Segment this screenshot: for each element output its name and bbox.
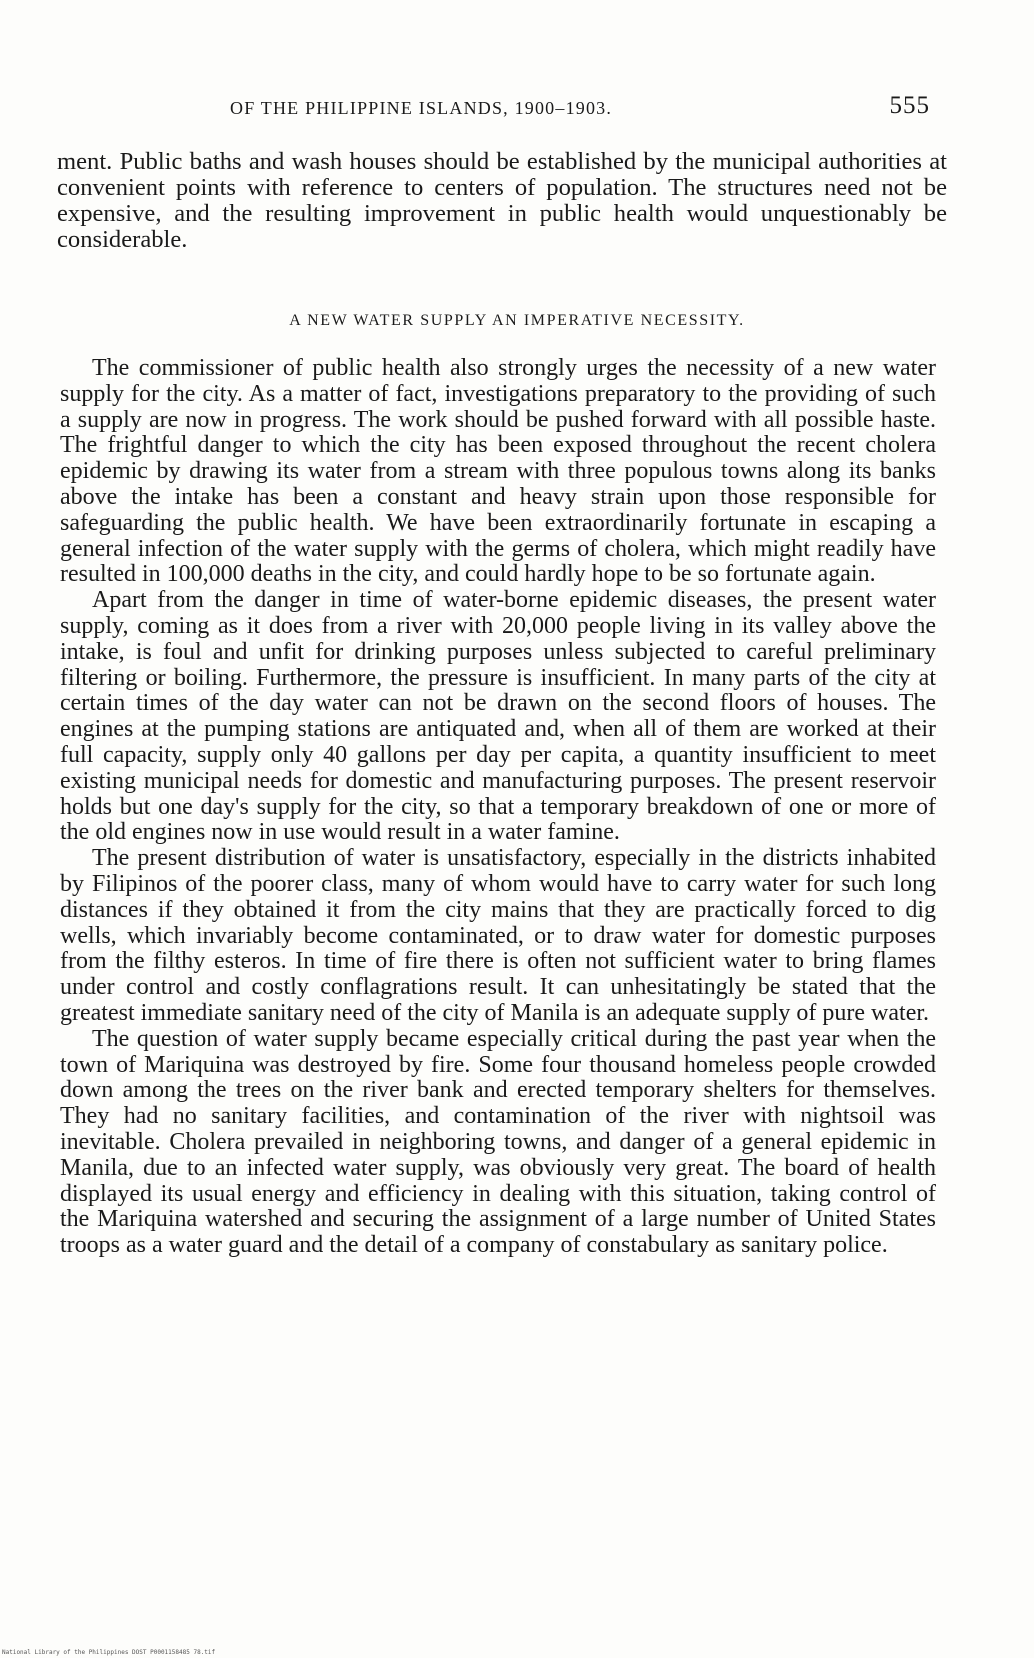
body-paragraph: The present distribution of water is unsatisfactory, especially in the districts inhabited by Filipinos of the poorer class, many of whom would have to carry water for such long distances if they obtained it from the city mains that they are practically forced to dig wells, which invariably become contaminated, or to draw water for domestic purposes from the filthy esteros. In time of fire there is often not sufficient water to bring flames under control and costly conflagrations result. It can unhesitatingly be stated that the greatest immediate sanitary need of the city of Manila is an adequate supply of pure water.	[60, 845, 936, 1026]
running-title: OF THE PHILIPPINE ISLANDS, 1900–1903.	[230, 98, 613, 118]
section-heading: A NEW WATER SUPPLY AN IMPERATIVE NECESSITY.	[289, 312, 745, 329]
body-paragraph: The commissioner of public health also strongly urges the necessity of a new water supply for the city. As a matter of fact, investigations preparatory to the providing of such a supply are now in progress. The work should be pushed forward with all possible haste. The frightful danger to which the city has been exposed throughout the recent cholera epidemic by drawing its water from a stream with three populous towns along its banks above the intake has been a constant and heavy strain upon those responsible for safeguarding the public health. We have been extraordinarily fortunate in escaping a general infection of the water supply with the germs of cholera, which might readily have resulted in 100,000 deaths in the city, and could hardly hope to be so fortunate again.	[60, 355, 936, 588]
continuation-paragraph: ment. Public baths and wash houses should be established by the municipal authorities at convenient points with reference to centers of population. The structures need not be expensive, and the resulting improvement in public health would unquestionably be considerable.	[57, 148, 947, 253]
section-body	[60, 356, 936, 1259]
continuation-text	[57, 149, 947, 253]
running-head	[230, 92, 930, 126]
page-number: 555	[889, 92, 930, 119]
scan-credit: National Library of the Philippines DOST P0001158485 78.tif	[2, 1649, 216, 1656]
body-paragraph: The question of water supply became especially critical during the past year when the town of Mariquina was destroyed by fire. Some four thousand homeless people crowded down among the trees on the river bank and erected temporary shelters for themselves. They had no sanitary facilities, and contamination of the river with nightsoil was inevitable. Cholera prevailed in neighboring towns, and danger of a general epidemic in Manila, due to an infected water supply, was obviously very great. The board of health displayed its usual energy and efficiency in dealing with this situation, taking control of the Mariquina watershed and securing the assignment of a large number of United States troops as a water guard and the detail of a company of constabulary as sanitary police.	[60, 1025, 936, 1259]
body-paragraph: Apart from the danger in time of water-borne epidemic diseases, the present water supply, coming as it does from a river with 20,000 people living in its valley above the intake, is foul and unfit for drinking purposes unless subjected to careful preliminary filtering or boiling. Furthermore, the pressure is insufficient. In many parts of the city at certain times of the day water can not be drawn on the second floors of houses. The engines at the pumping stations are antiquated and, when all of them are worked at their full capacity, supply only 40 gallons per day per capita, a quantity insufficient to meet existing municipal needs for domestic and manufacturing purposes. The present reservoir holds but one day's supply for the city, so that a temporary breakdown of one or more of the old engines now in use would result in a water famine.	[60, 587, 936, 846]
